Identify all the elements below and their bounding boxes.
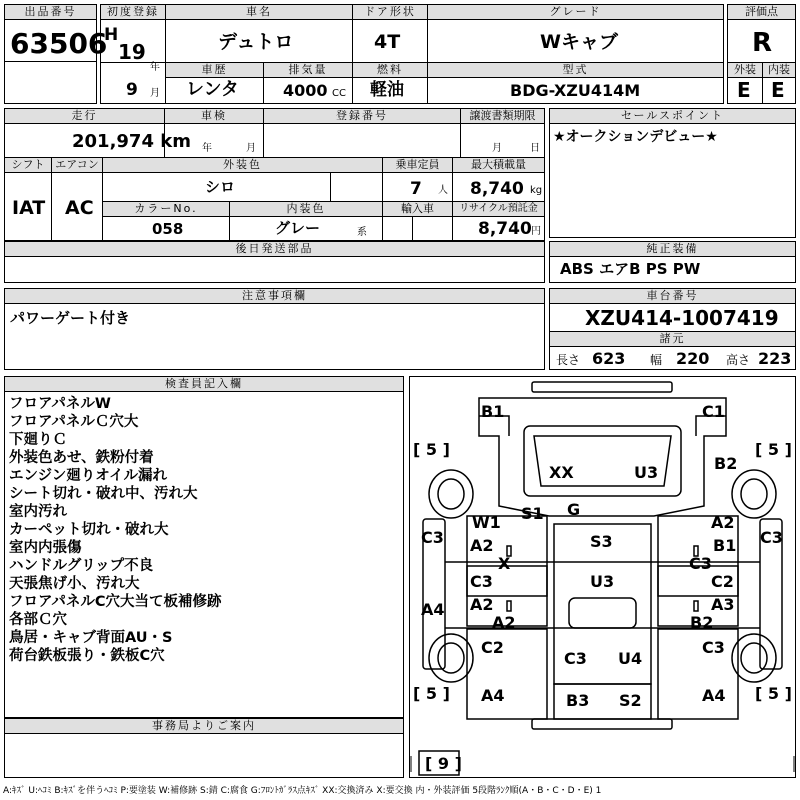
- damage-mark: A2: [470, 536, 494, 555]
- damage-mark: S2: [619, 691, 642, 710]
- displacement-header: 排気量: [264, 63, 352, 78]
- damage-mark: XX: [549, 463, 574, 482]
- import-header: 輸入車: [383, 202, 452, 217]
- color-no-header: カラーNo.: [103, 202, 229, 217]
- inspector-note: 下廻りＣ: [9, 432, 67, 448]
- inspector-note: 荷台鉄板張り・鉄板C穴: [9, 648, 165, 664]
- damage-mark: A4: [481, 686, 505, 705]
- reg-year: 19: [118, 40, 146, 64]
- exterior-score: E: [737, 78, 751, 102]
- lot-number: 63506: [10, 27, 108, 60]
- width: 220: [676, 349, 710, 368]
- ext-color-header: 外装色: [103, 158, 382, 173]
- inspector-note: 室内内張傷: [9, 540, 82, 556]
- transfer-header: 譲渡書類期限: [461, 109, 544, 124]
- fuel: 軽油: [370, 80, 404, 100]
- inspector-note: エンジン廻りオイル漏れ: [9, 468, 168, 484]
- fuel-header: 燃料: [353, 63, 427, 78]
- door-type: 4T: [374, 31, 401, 53]
- damage-mark: B2: [714, 454, 738, 473]
- kg-unit: kg: [530, 185, 543, 196]
- history-header: 車歴: [166, 63, 263, 78]
- damage-mark: C3: [689, 554, 712, 573]
- length: 623: [592, 349, 626, 368]
- insp-year-unit: 年: [202, 143, 212, 154]
- inspector-notes-list: [9, 395, 221, 665]
- damage-mark: C2: [481, 638, 504, 657]
- yen-unit: 円: [531, 226, 541, 237]
- damage-mark: C3: [760, 528, 783, 547]
- recycle: 8,740: [478, 219, 532, 239]
- damage-mark: U3: [634, 463, 659, 482]
- model-header: 型式: [428, 63, 723, 78]
- specs-header: 諸元: [550, 332, 795, 347]
- damage-mark: A2: [470, 595, 494, 614]
- ext-color: シロ: [205, 178, 236, 196]
- tire-rear-right: [ 5 ]: [755, 684, 792, 703]
- damage-mark: C2: [711, 572, 734, 591]
- damage-mark: W1: [472, 513, 501, 532]
- capacity: 7: [410, 179, 422, 199]
- history: レンタ: [186, 79, 239, 100]
- shift-header: シフト: [5, 158, 51, 173]
- score-header: 評価点: [728, 5, 795, 20]
- damage-mark: G: [567, 500, 581, 519]
- chassis-header: 車台番号: [550, 289, 795, 304]
- inspector-note: 外装色あせ、鉄粉付着: [9, 450, 154, 466]
- inspector-note: 各部Ｃ穴: [9, 612, 67, 628]
- damage-mark: B1: [713, 536, 737, 555]
- int-color: グレー: [275, 219, 321, 237]
- car-name-header: 車名: [166, 5, 352, 20]
- interior-score: E: [771, 78, 785, 102]
- reg-no-header: 登録番号: [264, 109, 460, 124]
- inspector-note: 室内汚れ: [9, 504, 67, 520]
- damage-mark: S3: [590, 532, 613, 551]
- spare-tire: [ 9 ]: [425, 754, 462, 773]
- era: H: [104, 25, 119, 45]
- displacement: 4000: [283, 81, 328, 100]
- damage-mark: A3: [711, 595, 735, 614]
- width-label: 幅: [650, 353, 663, 367]
- mileage: 201,974 km: [72, 131, 191, 152]
- door-header: ドア形状: [353, 5, 427, 20]
- grade-header: グレード: [428, 5, 723, 20]
- max-load: 8,740: [470, 179, 524, 199]
- sales-point-header: セールスポイント: [550, 109, 795, 124]
- shift: IAT: [12, 197, 46, 219]
- damage-mark: B2: [690, 613, 714, 632]
- inspector-note: 鳥居・キャブ背面AU・S: [9, 630, 173, 646]
- inspector-note: フロアパネルW: [9, 396, 111, 412]
- inspection-header: 車検: [165, 109, 263, 124]
- equipment: ABS エアB PS PW: [560, 260, 701, 278]
- tire-front-right: [ 5 ]: [755, 440, 792, 459]
- length-label: 長さ: [556, 353, 581, 367]
- sales-point-box: [549, 108, 796, 238]
- damage-mark: U4: [618, 649, 643, 668]
- aircon-header: エアコン: [52, 158, 102, 173]
- exterior-header: 外装: [728, 63, 762, 78]
- inspector-header: 検査員記入欄: [5, 377, 403, 392]
- damage-mark: A4: [421, 600, 445, 619]
- notes: パワーゲート付き: [10, 309, 131, 327]
- year-unit: 年: [150, 62, 160, 73]
- color-no: 058: [152, 220, 184, 238]
- damage-mark: C3: [702, 638, 725, 657]
- damage-mark: S1: [521, 504, 544, 523]
- later-parts-header: 後日発送部品: [5, 242, 544, 257]
- sales-point: ★オークションデビュー★: [553, 129, 718, 145]
- inspector-note: 天張焦げ小、汚れ大: [9, 576, 140, 592]
- legend: A:ｷｽﾞ U:ﾍｺﾐ B:ｷｽﾞを伴うﾍｺﾐ P:要塗装 W:補修跡 S:錆 C:腐食 G:ﾌﾛﾝﾄｶﾞﾗｽ点ｷｽﾞ XX:交換済み X:要交換 内・外装評価 5段階ﾗﾝｸ順(A・B・C・D・E) 1: [3, 786, 602, 796]
- month-unit: 月: [150, 88, 160, 99]
- height: 223: [758, 349, 792, 368]
- lot-header: 出品番号: [5, 5, 96, 20]
- office-header: 事務局よりご案内: [5, 719, 403, 734]
- notes-header: 注意事項欄: [5, 289, 544, 304]
- car-name: デュトロ: [218, 31, 294, 53]
- chassis-no: XZU414-1007419: [585, 306, 779, 330]
- equipment-header: 純正装備: [550, 242, 795, 257]
- damage-mark: A2: [492, 613, 516, 632]
- damage-mark: C3: [564, 649, 587, 668]
- score: R: [752, 28, 773, 58]
- model-code: BDG-XZU414M: [510, 81, 641, 100]
- max-load-header: 最大積載量: [453, 158, 544, 173]
- reg-month: 9: [126, 80, 138, 100]
- damage-mark: C3: [421, 528, 444, 547]
- damage-mark: B1: [481, 402, 505, 421]
- int-color-suffix: 系: [357, 227, 367, 238]
- inspector-note: フロアパネルC穴大当て板補修跡: [9, 594, 222, 610]
- transfer-month-unit: 月: [492, 143, 502, 154]
- persons-unit: 人: [438, 185, 448, 196]
- inspector-note: シート切れ・破れ中、汚れ大: [9, 486, 198, 502]
- grade: Wキャブ: [540, 31, 618, 53]
- damage-mark: C1: [702, 402, 725, 421]
- inspector-note: フロアパネルＣ穴大: [9, 414, 139, 430]
- damage-mark: A2: [711, 513, 735, 532]
- interior-header: 内装: [763, 63, 795, 78]
- aircon: AC: [65, 197, 94, 219]
- damage-mark: U3: [590, 572, 615, 591]
- inspector-note: ハンドルグリップ不良: [9, 558, 154, 574]
- int-color-header: 内装色: [230, 202, 382, 217]
- capacity-header: 乗車定員: [383, 158, 452, 173]
- damage-mark: A4: [702, 686, 726, 705]
- insp-month-unit: 月: [246, 143, 256, 154]
- recycle-header: リサイクル預託金: [453, 202, 544, 217]
- tire-rear-left: [ 5 ]: [413, 684, 450, 703]
- height-label: 高さ: [726, 353, 751, 367]
- mileage-header: 走行: [5, 109, 164, 124]
- tire-front-left: [ 5 ]: [413, 440, 450, 459]
- damage-mark: B3: [566, 691, 590, 710]
- damage-mark: X: [498, 554, 511, 573]
- first-reg-header: 初度登録: [101, 5, 165, 20]
- damage-mark: C3: [470, 572, 493, 591]
- inspector-note: カーペット切れ・破れ大: [9, 522, 169, 538]
- cc-unit: CC: [332, 88, 346, 99]
- transfer-day-unit: 日: [530, 143, 540, 154]
